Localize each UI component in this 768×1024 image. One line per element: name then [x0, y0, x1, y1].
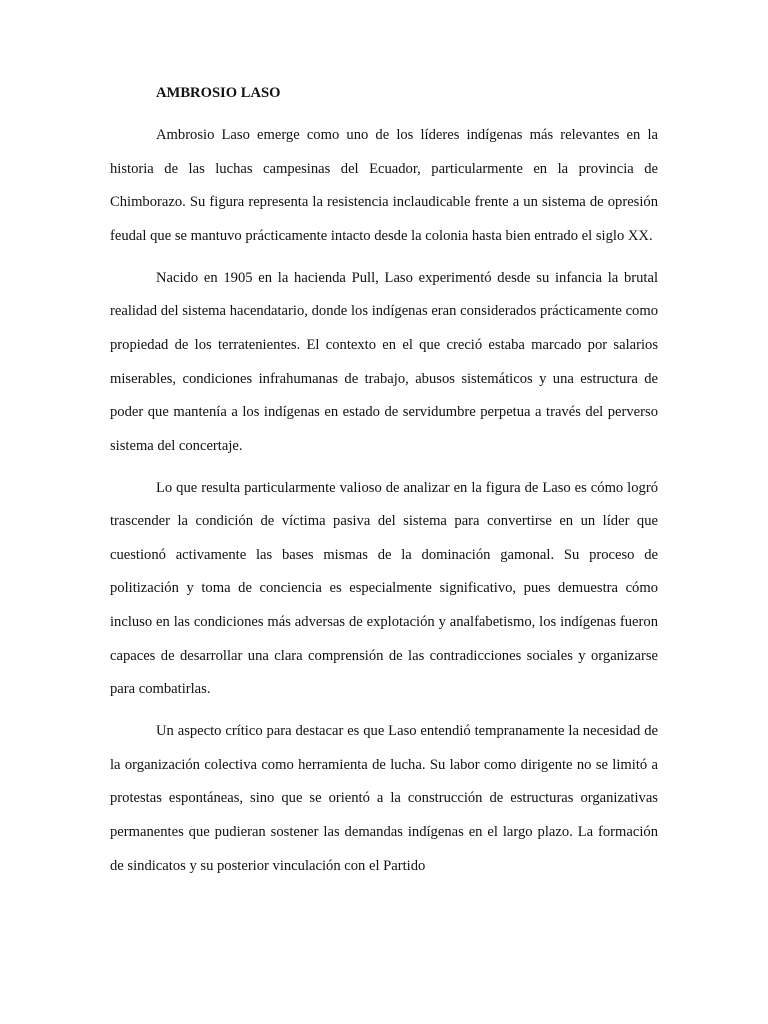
document-body: [110, 77, 658, 892]
paragraph-3: Lo que resulta particularmente valioso de analizar en la figura de Laso es cómo logró trascender la condición de víctima pasiva del sistema para convertirse en un líder que cuestionó activamente las bases mismas de la dominación gamonal. Su proceso de politización y toma de conciencia es especialmente significativo, pues demuestra cómo incluso en las condiciones más adversas de explotación y analfabetismo, los indígenas fueron capaces de desarrollar una clara comprensión de las contradicciones sociales y organizarse para combatirlas.: [110, 479, 658, 698]
paragraph-1: Ambrosio Laso emerge como uno de los líderes indígenas más relevantes en la historia de las luchas campesinas del Ecuador, particularmente en la provincia de Chimborazo. Su figura representa la resistencia inclaudicable frente a un sistema de opresión feudal que se mantuvo prácticamente intacto desde la colonia hasta bien entrado el siglo XX.: [110, 126, 658, 244]
paragraph-4: Un aspecto crítico para destacar es que Laso entendió tempranamente la necesidad de la organización colectiva como herramienta de lucha. Su labor como dirigente no se limitó a protestas espontáneas, sino que se orientó a la construcción de estructuras organizativas permanentes que pudieran sostener las demandas indígenas en el largo plazo. La formación de sindicatos y su posterior vinculación con el Partido: [110, 723, 658, 874]
paragraph-2: Nacido en 1905 en la hacienda Pull, Laso experimentó desde su infancia la brutal realidad del sistema hacendatario, donde los indígenas eran considerados prácticamente como propiedad de los terratenientes. El contexto en el que creció estaba marcado por salarios miserables, condiciones infrahumanas de trabajo, abusos sistemáticos y una estructura de poder que mantenía a los indígenas en estado de servidumbre perpetua a través del perverso sistema del concertaje.: [110, 269, 658, 454]
document-title: AMBROSIO LASO: [156, 85, 281, 101]
